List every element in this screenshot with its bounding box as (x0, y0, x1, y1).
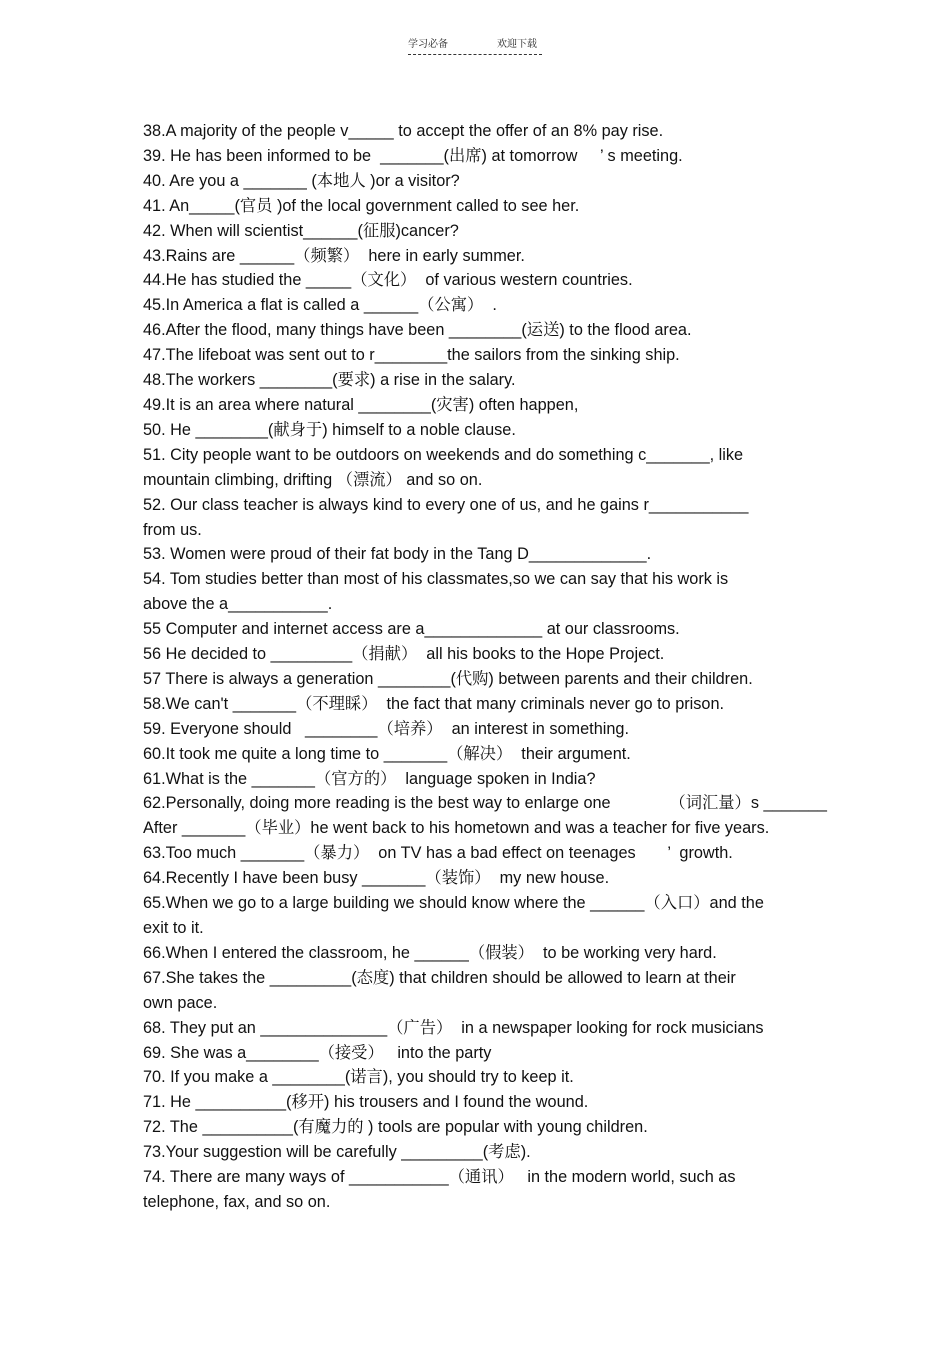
text-line: 67.She takes the _________(态度) that children should be allowed to learn at their (143, 968, 736, 987)
text-line: mountain climbing, drifting （漂流） and so on. (143, 470, 483, 489)
text-line: 39. He has been informed to be _______(出席) at tomorrow ’ s meeting. (143, 146, 683, 165)
text-line: 63.Too much _______（暴力） on TV has a bad effect on teenages ’ growth. (143, 844, 733, 863)
text-line: 71. He __________(移开) his trousers and I found the wound. (143, 1093, 589, 1112)
text-line: 66.When I entered the classroom, he ______（假装） to be working very hard. (143, 943, 717, 962)
text-line: 61.What is the _______（官方的） language spoken in India? (143, 769, 596, 788)
text-line: 53. Women were proud of their fat body in the Tang D_____________. (143, 545, 652, 564)
text-line: 73.Your suggestion will be carefully _________(考虑). (143, 1143, 531, 1162)
text-line: 54. Tom studies better than most of his classmates,so we can say that his work is (143, 570, 729, 589)
text-line: telephone, fax, and so on. (143, 1192, 331, 1211)
text-line: After _______（毕业）he went back to his hometown and was a teacher for five years. (143, 819, 770, 838)
text-line: 64.Recently I have been busy _______（装饰） my new house. (143, 869, 610, 888)
text-line: 51. City people want to be outdoors on weekends and do something c_______, like (143, 445, 744, 464)
text-line: 55 Computer and internet access are a_____________ at our classrooms. (143, 620, 680, 639)
text-line: 74. There are many ways of ___________（通讯） in the modern world, such as (143, 1168, 736, 1187)
text-line: 57 There is always a generation ________(代购) between parents and their children. (143, 669, 753, 688)
text-line: 47.The lifeboat was sent out to r________the sailors from the sinking ship. (143, 346, 680, 365)
text-line: 42. When will scientist______(征服)cancer? (143, 221, 459, 240)
text-line: 56 He decided to _________（捐献） all his books to the Hope Project. (143, 645, 665, 664)
text-line: 43.Rains are ______（频繁） here in early summer. (143, 246, 525, 265)
text-line: 62.Personally, doing more reading is the best way to enlarge one （词汇量）s _______ (143, 794, 827, 813)
exercise-list (143, 119, 827, 1215)
text-line: 52. Our class teacher is always kind to every one of us, and he gains r___________ (143, 495, 749, 514)
text-line: 69. She was a________（接受） into the party (143, 1043, 492, 1062)
text-line: 45.In America a flat is called a ______（公寓） . (143, 296, 497, 315)
text-line: 65.When we go to a large building we should know where the ______（入口）and the (143, 894, 764, 913)
header-right-text: 欢迎下载 (497, 39, 537, 50)
header-divider (408, 54, 542, 55)
text-line: exit to it. (143, 919, 204, 937)
text-line: 68. They put an ______________（广告） in a newspaper looking for rock musicians (143, 1018, 764, 1037)
text-line: 46.After the flood, many things have been ________(运送) to the flood area. (143, 321, 692, 340)
text-line: 58.We can't _______（不理睬） the fact that many criminals never go to prison. (143, 694, 725, 713)
text-line: 50. He ________(献身于) himself to a noble clause. (143, 420, 516, 439)
text-line: 38.A majority of the people v_____ to accept the offer of an 8% pay rise. (143, 122, 664, 140)
text-line: 44.He has studied the _____（文化） of various western countries. (143, 271, 633, 290)
text-line: own pace. (143, 993, 218, 1012)
text-line: 48.The workers ________(要求) a rise in the salary. (143, 371, 516, 390)
header-left-text: 学习必备 (408, 39, 448, 50)
text-line: 59. Everyone should ________（培养） an interest in something. (143, 719, 630, 738)
text-line: 41. An_____(官员 )of the local government called to see her. (143, 196, 580, 215)
text-line: 60.It took me quite a long time to _______（解决） their argument. (143, 744, 631, 763)
text-line: above the a___________. (143, 595, 333, 614)
text-line: 72. The __________(有魔力的 ) tools are popular with young children. (143, 1118, 648, 1137)
text-line: 70. If you make a ________(诺言), you should try to keep it. (143, 1068, 574, 1087)
text-line: 49.It is an area where natural ________(灾害) often happen, (143, 395, 579, 414)
text-line: 40. Are you a _______ (本地人 )or a visitor? (143, 171, 460, 190)
text-line: from us. (143, 520, 202, 539)
